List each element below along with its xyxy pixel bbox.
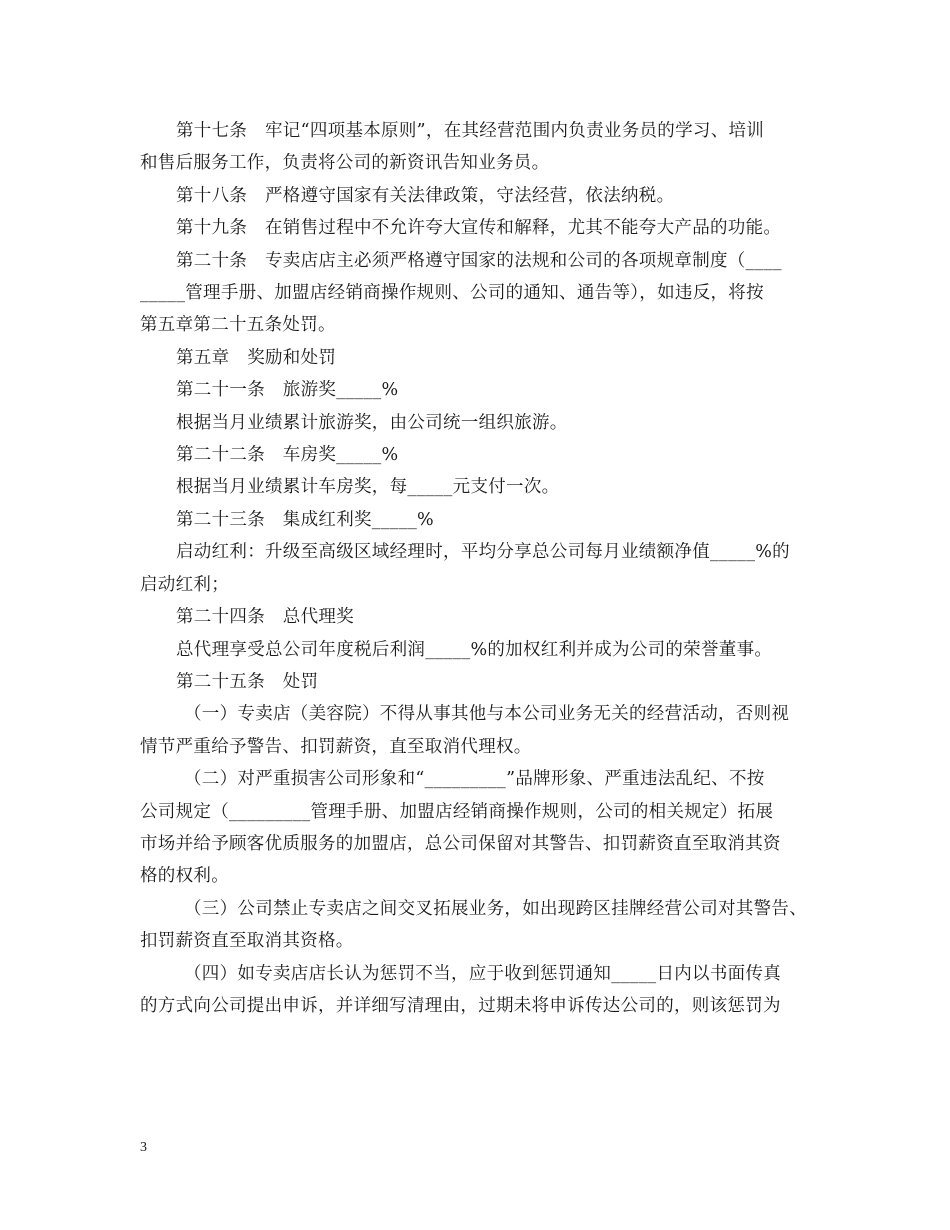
- paragraph-line: 公司规定（_________管理手册、加盟店经销商操作规则，公司的相关规定）拓展: [140, 801, 774, 822]
- paragraph-line: 第二十四条 总代理奖: [176, 607, 354, 628]
- paragraph-line: 第十八条 严格遵守国家有关法律政策，守法经营，依法纳税。: [176, 185, 675, 206]
- paragraph-line: 总代理享受总公司年度税后利润_____%的加权红利并成为公司的荣誉董事。: [176, 639, 773, 660]
- paragraph-line: 启动红利；: [140, 574, 229, 595]
- paragraph-line: 情节严重给予警告、扣罚薪资，直至取消代理权。: [140, 736, 532, 757]
- paragraph-line: 第二十一条 旅游奖_____%: [176, 380, 399, 401]
- paragraph-line: 和售后服务工作，负责将公司的新资讯告知业务员。: [140, 153, 550, 174]
- paragraph-line: 市场并给予顾客优质服务的加盟店，总公司保留对其警告、扣罚薪资直至取消其资: [140, 833, 781, 854]
- paragraph-line: 第十九条 在销售过程中不允许夸大宣传和解释，尤其不能夸大产品的功能。: [176, 218, 782, 239]
- paragraph-line: 的方式向公司提出申诉，并详细写清理由，过期未将申诉传达公司的，则该惩罚为: [140, 995, 781, 1016]
- paragraph-line: 根据当月业绩累计车房奖，每_____元支付一次。: [176, 477, 560, 498]
- paragraph-line: 第二十条 专卖店店主必须严格遵守国家的法规和公司的各项规章制度（____: [176, 250, 782, 271]
- paragraph-line: 第五章第二十五条处罚。: [140, 315, 336, 336]
- paragraph-line: _____管理手册、加盟店经销商操作规则、公司的通知、通告等），如违反，将按: [140, 283, 764, 304]
- paragraph-line: （四）如专卖店店长认为惩罚不当，应于收到惩罚通知_____日内以书面传真: [184, 963, 782, 984]
- paragraph-line: （一）专卖店（美容院）不得从事其他与本公司业务无关的经营活动，否则视: [184, 704, 790, 725]
- paragraph-line: 根据当月业绩累计旅游奖，由公司统一组织旅游。: [176, 412, 568, 433]
- paragraph-line: 第十七条 牢记“四项基本原则”，在其经营范围内负责业务员的学习、培训: [176, 121, 765, 141]
- chapter-heading: 第五章 奖励和处罚: [176, 347, 337, 368]
- paragraph-line: （二）对严重损害公司形象和“_________”品牌形象、严重违法乱纪、不按: [184, 769, 765, 790]
- paragraph-line: 扣罚薪资直至取消其资格。: [140, 931, 354, 952]
- page-number: 3: [140, 1140, 147, 1155]
- paragraph-line: 启动红利：升级至高级区域经理时，平均分享总公司每月业绩额净值_____%的: [176, 542, 790, 563]
- paragraph-line: 第二十二条 车房奖_____%: [176, 445, 399, 466]
- paragraph-line: 第二十五条 处罚: [176, 671, 319, 692]
- paragraph-line: （三）公司禁止专卖店之间交叉拓展业务，如出现跨区挂牌经营公司对其警告、: [184, 898, 807, 919]
- paragraph-line: 格的权利。: [140, 866, 229, 887]
- document-body: [140, 115, 820, 1022]
- paragraph-line: 第二十三条 集成红利奖_____%: [176, 509, 434, 530]
